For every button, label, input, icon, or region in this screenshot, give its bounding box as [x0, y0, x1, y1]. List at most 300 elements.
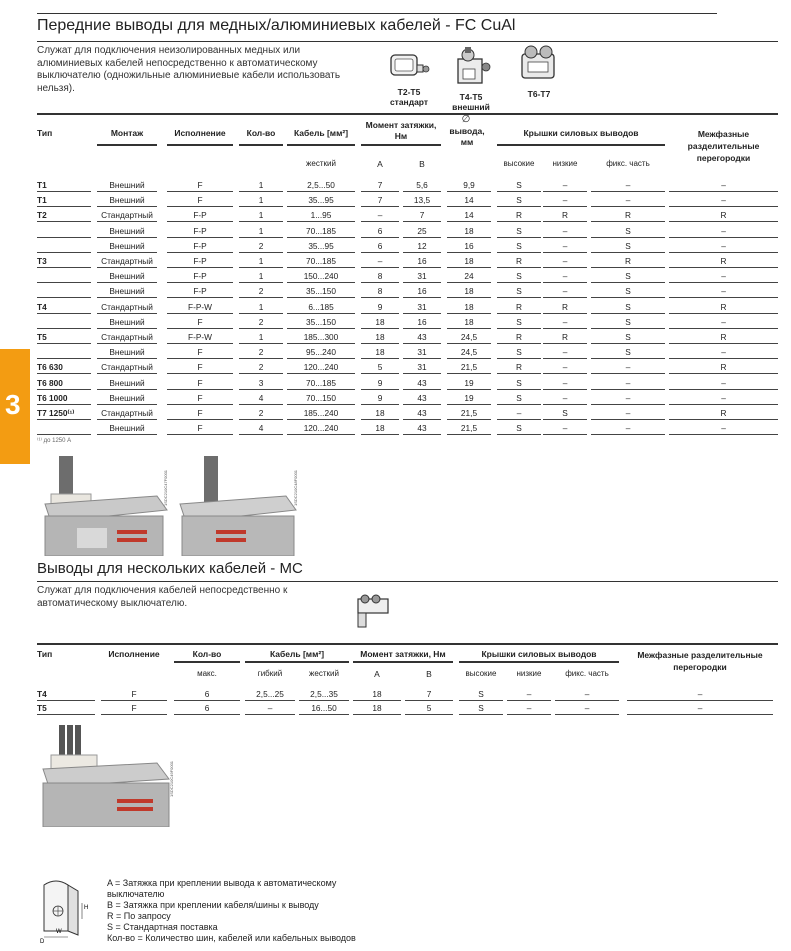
table-row	[37, 702, 778, 716]
col-cable: Кабель [мм²]	[269, 649, 325, 659]
table-row	[37, 269, 778, 284]
table-cell: 8	[361, 269, 399, 283]
table-cell: Внешний	[97, 224, 157, 238]
legend	[107, 878, 356, 944]
table-cell: –	[591, 421, 665, 435]
rule	[174, 661, 240, 663]
table-cell: 120...240	[287, 360, 355, 374]
table-cell: –	[669, 376, 778, 390]
desc-line: Служат для подключения неизолированных медных или	[37, 45, 301, 56]
table-cell: S	[591, 239, 665, 253]
table-cell: 19	[447, 391, 491, 405]
table-cell	[37, 269, 91, 283]
table-cell: 12	[403, 239, 441, 253]
table-cell	[37, 284, 91, 298]
table-cell: T4	[37, 688, 95, 701]
table-cell: 18	[361, 345, 399, 359]
table-cell: Внешний	[97, 345, 157, 359]
table-cell: 2	[239, 360, 283, 374]
table-cell: R	[669, 406, 778, 420]
table-cell: 2,5...35	[299, 688, 349, 701]
table-cell: 18	[447, 300, 491, 314]
table-cell: Внешний	[97, 239, 157, 253]
photo-code: 1SDC210C48F0001	[293, 469, 298, 506]
table-cell: 18	[447, 254, 491, 268]
table-cell: –	[669, 284, 778, 298]
rule	[97, 144, 157, 146]
table-cell: 1...95	[287, 208, 355, 222]
col-version: Исполнение	[174, 128, 226, 138]
table-cell: 2	[239, 239, 283, 253]
table-cell: 18	[353, 688, 401, 701]
table-cell: –	[669, 391, 778, 405]
table-cell: –	[627, 702, 773, 715]
table-cell: 4	[239, 391, 283, 405]
table-cell: 16	[403, 315, 441, 329]
table-cell: F-P	[167, 239, 233, 253]
table-cell: T1	[37, 178, 91, 192]
table-cell	[37, 421, 91, 435]
table-cell: –	[591, 376, 665, 390]
col-cov-high: высокие	[465, 669, 497, 678]
section2-title: Выводы для нескольких кабелей - МС	[37, 560, 303, 577]
col-qty-max: макс.	[197, 669, 217, 678]
table-cell: –	[361, 254, 399, 268]
col-torque-a: A	[374, 669, 380, 679]
col-cov-fix: фикс. часть	[606, 159, 650, 168]
table-cell: 16	[403, 284, 441, 298]
table-cell: –	[591, 193, 665, 207]
col-cov-low: низкие	[552, 159, 578, 168]
table-cell: R	[669, 300, 778, 314]
table-cell: F-P	[167, 284, 233, 298]
table-cell: F	[101, 702, 167, 715]
breaker-photo-1	[37, 456, 172, 556]
table-cell: –	[669, 315, 778, 329]
title2-rule	[37, 581, 778, 582]
table-cell: 1	[239, 224, 283, 238]
rule	[287, 144, 355, 146]
table-cell: 6	[361, 224, 399, 238]
table-cell: F	[167, 178, 233, 192]
col-qty: Кол-во	[246, 128, 276, 138]
table-row	[37, 254, 778, 269]
rule	[239, 144, 283, 146]
table-cell: F	[167, 376, 233, 390]
table-row	[37, 376, 778, 391]
table-cell: T2	[37, 208, 91, 222]
table-cell: 24,5	[447, 330, 491, 344]
table-cell: Внешний	[97, 178, 157, 192]
table-cell: 5	[405, 702, 453, 715]
table-cell: Стандартный	[97, 300, 157, 314]
terminal-t2-t5-label	[381, 87, 437, 107]
table-cell: –	[543, 178, 587, 192]
table-cell: Стандартный	[97, 330, 157, 344]
table-cell: –	[669, 239, 778, 253]
table-cell: 18	[447, 224, 491, 238]
table-cell: R	[497, 208, 541, 222]
table-cell: Стандартный	[97, 360, 157, 374]
table-cell: T6 800	[37, 376, 91, 390]
table-cell	[37, 345, 91, 359]
table-cell: –	[543, 345, 587, 359]
table-cell: 5,6	[403, 178, 441, 192]
table-row	[37, 193, 778, 208]
photo-code: 1SDC210C49F0001	[169, 760, 174, 797]
table-cell: R	[497, 330, 541, 344]
col-cable: Кабель [мм²]	[293, 128, 349, 138]
table-cell: 35...150	[287, 315, 355, 329]
table-row	[37, 406, 778, 421]
table-cell: F	[167, 421, 233, 435]
desc-line: нельзя).	[37, 82, 75, 94]
rule	[167, 144, 233, 146]
dim-h: H	[84, 905, 89, 911]
top-rule	[37, 13, 717, 14]
table-row	[37, 330, 778, 345]
table-cell: 21,5	[447, 421, 491, 435]
table-cell: R	[669, 330, 778, 344]
chapter-tab	[0, 349, 30, 464]
table-cell: –	[555, 702, 619, 715]
table-cell: 95...240	[287, 345, 355, 359]
table-row	[37, 421, 778, 436]
table-cell: 2	[239, 345, 283, 359]
table-cell: Внешний	[97, 421, 157, 435]
diameter-icon: ∅	[461, 114, 471, 125]
table-cell: F	[167, 315, 233, 329]
table-cell: F	[167, 391, 233, 405]
table-cell: S	[497, 376, 541, 390]
table-cell: 43	[403, 330, 441, 344]
table-cell: –	[543, 360, 587, 374]
legend-line: выключателю	[107, 889, 165, 899]
table-cell: 1	[239, 193, 283, 207]
col-version: Исполнение	[108, 649, 160, 659]
table-cell: Внешний	[97, 193, 157, 207]
table-cell: F	[167, 360, 233, 374]
table-cell: 6	[361, 239, 399, 253]
table-cell: –	[543, 193, 587, 207]
terminal-name: T4-T5	[459, 92, 483, 102]
table-row	[37, 224, 778, 239]
table-cell: –	[669, 421, 778, 435]
table-row	[37, 360, 778, 375]
dim-w: W	[56, 929, 62, 935]
table-cell: 70...185	[287, 224, 355, 238]
table-cell: Внешний	[97, 284, 157, 298]
footnote: ⁽¹⁾ до 1250 А	[37, 438, 72, 444]
col-torque: Момент затяжки, Нм	[360, 649, 446, 659]
table-cell: R	[591, 254, 665, 268]
table-cell: 31	[403, 300, 441, 314]
table-cell: R	[497, 254, 541, 268]
col-torque-b: B	[419, 159, 425, 169]
table-cell: 70...185	[287, 254, 355, 268]
table-cell: 31	[403, 269, 441, 283]
table-cell: 35...95	[287, 239, 355, 253]
table-row	[37, 239, 778, 254]
table-cell: 185...240	[287, 406, 355, 420]
table-cell	[37, 239, 91, 253]
table-cell: 2	[239, 284, 283, 298]
section1-title: Передние выводы для медных/алюминиевых кабелей - FC CuAl	[37, 17, 516, 34]
table-cell: S	[591, 269, 665, 283]
table-row	[37, 315, 778, 330]
table-cell: 19	[447, 376, 491, 390]
table-cell: 3	[239, 376, 283, 390]
table-cell: Стандартный	[97, 254, 157, 268]
table-row	[37, 391, 778, 406]
terminal-t4-t5-label	[446, 92, 496, 112]
legend-line: S = Стандартная поставка	[107, 922, 218, 932]
table-cell: 120...240	[287, 421, 355, 435]
table-cell: –	[543, 254, 587, 268]
table-cell: S	[497, 193, 541, 207]
terminal-sub: стандарт	[389, 97, 429, 107]
table-cell: 1	[239, 178, 283, 192]
table-cell: 7	[361, 178, 399, 192]
table-cell: –	[543, 391, 587, 405]
table-cell: S	[497, 178, 541, 192]
table-cell: 1	[239, 300, 283, 314]
table-cell: Внешний	[97, 376, 157, 390]
table-cell: –	[669, 224, 778, 238]
table-cell: T3	[37, 254, 91, 268]
table-cell: R	[497, 300, 541, 314]
table-cell: 9	[361, 376, 399, 390]
table-cell: –	[669, 269, 778, 283]
table-cell: 9	[361, 391, 399, 405]
table-cell: 21,5	[447, 360, 491, 374]
table-cell: R	[591, 208, 665, 222]
table-cell: S	[497, 315, 541, 329]
section2-description	[37, 585, 337, 610]
table-cell: –	[361, 208, 399, 222]
table-cell: 18	[353, 702, 401, 715]
dim-d: D	[40, 939, 45, 945]
table-cell: –	[591, 406, 665, 420]
table-cell: R	[669, 360, 778, 374]
table-cell: 2,5...25	[245, 688, 295, 701]
table-cell: –	[507, 702, 551, 715]
table-cell: 18	[447, 315, 491, 329]
table-row	[37, 345, 778, 360]
table-cell: T5	[37, 330, 91, 344]
title-rule	[37, 41, 778, 42]
table-cell: R	[543, 300, 587, 314]
table-cell: 70...150	[287, 391, 355, 405]
table-cell: 150...240	[287, 269, 355, 283]
rule	[497, 144, 665, 146]
table-cell: –	[543, 269, 587, 283]
table-cell: Стандартный	[97, 208, 157, 222]
table-cell: 16...50	[299, 702, 349, 715]
table-cell: 24	[447, 269, 491, 283]
table-cell: 16	[403, 254, 441, 268]
rule	[459, 661, 619, 663]
table-cell: 25	[403, 224, 441, 238]
table-cell: T6 1000	[37, 391, 91, 405]
table-cell: 18	[447, 284, 491, 298]
table-cell: T5	[37, 702, 95, 715]
table-cell: –	[591, 360, 665, 374]
table-cell: 24,5	[447, 345, 491, 359]
table-cell: S	[459, 702, 503, 715]
table-cell: 9,9	[447, 178, 491, 192]
table-cell: R	[669, 208, 778, 222]
table-cell: T1	[37, 193, 91, 207]
table-cell: S	[497, 421, 541, 435]
table-cell: S	[497, 284, 541, 298]
table-cell: 2	[239, 315, 283, 329]
col-diameter: вывода, мм	[449, 126, 485, 147]
table-cell: S	[591, 300, 665, 314]
table-cell: –	[543, 239, 587, 253]
table-cell: 43	[403, 376, 441, 390]
table-cell: F-P	[167, 224, 233, 238]
table-cell: F	[167, 193, 233, 207]
col-barriers: Межфазные разделительные перегородки	[637, 650, 763, 672]
table-cell: S	[497, 391, 541, 405]
table-cell: 16	[447, 239, 491, 253]
col-torque-b: B	[426, 669, 432, 679]
table-row	[37, 178, 778, 193]
table-cell: F-P-W	[167, 300, 233, 314]
table-cell: –	[627, 688, 773, 701]
table-cell: S	[591, 330, 665, 344]
table-cell: –	[543, 224, 587, 238]
table-cell: 14	[447, 208, 491, 222]
table-cell: 8	[361, 284, 399, 298]
table-cell: 4	[239, 421, 283, 435]
table1-header	[37, 114, 778, 178]
table-cell: R	[669, 254, 778, 268]
table-cell: –	[245, 702, 295, 715]
table-cell: 35...95	[287, 193, 355, 207]
col-covers: Крышки силовых выводов	[481, 649, 597, 659]
table-cell: –	[507, 688, 551, 701]
terminal-t2-t5-icon	[385, 47, 433, 85]
terminal-name: T2-T5	[397, 87, 421, 97]
terminal-dimension-diagram	[36, 875, 98, 945]
table-cell: 43	[403, 406, 441, 420]
col-type: Тип	[37, 649, 53, 659]
table-row	[37, 284, 778, 299]
table-cell: –	[543, 376, 587, 390]
table-cell: –	[591, 391, 665, 405]
table-cell: Стандартный	[97, 406, 157, 420]
table-cell: –	[669, 178, 778, 192]
rule	[353, 661, 453, 663]
table-cell: Внешний	[97, 315, 157, 329]
table-cell: S	[497, 239, 541, 253]
table-cell: 21,5	[447, 406, 491, 420]
table-cell: –	[669, 345, 778, 359]
table-cell: 14	[447, 193, 491, 207]
col-cable-flex: гибкий	[257, 669, 283, 678]
table-row	[37, 688, 778, 702]
legend-line: A = Затяжка при креплении вывода к автоматическому	[107, 878, 337, 888]
table-cell: –	[543, 315, 587, 329]
col-cov-high: высокие	[503, 159, 535, 168]
table-cell: T6 630	[37, 360, 91, 374]
table-cell: S	[591, 224, 665, 238]
table-cell: 185...300	[287, 330, 355, 344]
legend-line: R = По запросу	[107, 911, 171, 921]
col-mounting: Монтаж	[110, 128, 144, 138]
table-cell: –	[543, 421, 587, 435]
table-cell: 1	[239, 269, 283, 283]
desc-line: выключателю (одножильные алюминиевые кабели использовать	[37, 70, 341, 81]
table-cell	[37, 315, 91, 329]
rule	[361, 144, 441, 146]
table-cell: S	[497, 224, 541, 238]
table-cell: 18	[361, 315, 399, 329]
table-cell: S	[591, 315, 665, 329]
col-cov-fix: фикс. часть	[565, 669, 609, 678]
table-cell: 7	[403, 208, 441, 222]
desc-line: алюминиевых кабелей непосредственно к автоматическому	[37, 57, 318, 69]
table-cell: 1	[239, 208, 283, 222]
table-cell: 43	[403, 421, 441, 435]
table-cell: 43	[403, 391, 441, 405]
col-torque-a: A	[377, 159, 383, 169]
table-cell: –	[543, 284, 587, 298]
table-cell: R	[543, 208, 587, 222]
table-cell: 5	[361, 360, 399, 374]
section1-description	[37, 45, 382, 95]
table-cell: –	[497, 406, 541, 420]
table-cell: 31	[403, 360, 441, 374]
table-cell: 1	[239, 330, 283, 344]
table-cell: –	[555, 688, 619, 701]
table-cell: T4	[37, 300, 91, 314]
table-row	[37, 300, 778, 315]
legend-line: B = Затяжка при креплении кабеля/шины к выводу	[107, 900, 319, 910]
table-cell: 2	[239, 406, 283, 420]
table-cell: R	[497, 360, 541, 374]
table-cell: F-P	[167, 254, 233, 268]
table2-header	[37, 644, 778, 688]
table-cell: 31	[403, 345, 441, 359]
table-cell: Внешний	[97, 391, 157, 405]
table-cell: S	[497, 345, 541, 359]
col-qty: Кол-во	[192, 649, 222, 659]
table-cell: 7	[405, 688, 453, 701]
table-cell: 13,5	[403, 193, 441, 207]
table-cell: 35...150	[287, 284, 355, 298]
table-cell: S	[591, 345, 665, 359]
table-cell: 1	[239, 254, 283, 268]
legend-line: Кол-во = Количество шин, кабелей или кабельных выводов	[107, 933, 356, 943]
breaker-photo-2	[176, 456, 301, 556]
terminal-t6-t7-icon	[516, 44, 562, 86]
terminal-t4-t5-icon	[450, 45, 494, 91]
table-cell: 9	[361, 300, 399, 314]
table-cell: F-P	[167, 269, 233, 283]
table-cell: F	[101, 688, 167, 701]
photo-code: 1SDC210C47F0001	[163, 469, 168, 506]
table-cell: 18	[361, 406, 399, 420]
table-cell	[37, 224, 91, 238]
table-cell: R	[543, 330, 587, 344]
col-cov-low: низкие	[516, 669, 542, 678]
table-cell: 2,5...50	[287, 178, 355, 192]
col-covers: Крышки силовых выводов	[523, 128, 639, 138]
breaker-photo-3	[37, 725, 177, 827]
